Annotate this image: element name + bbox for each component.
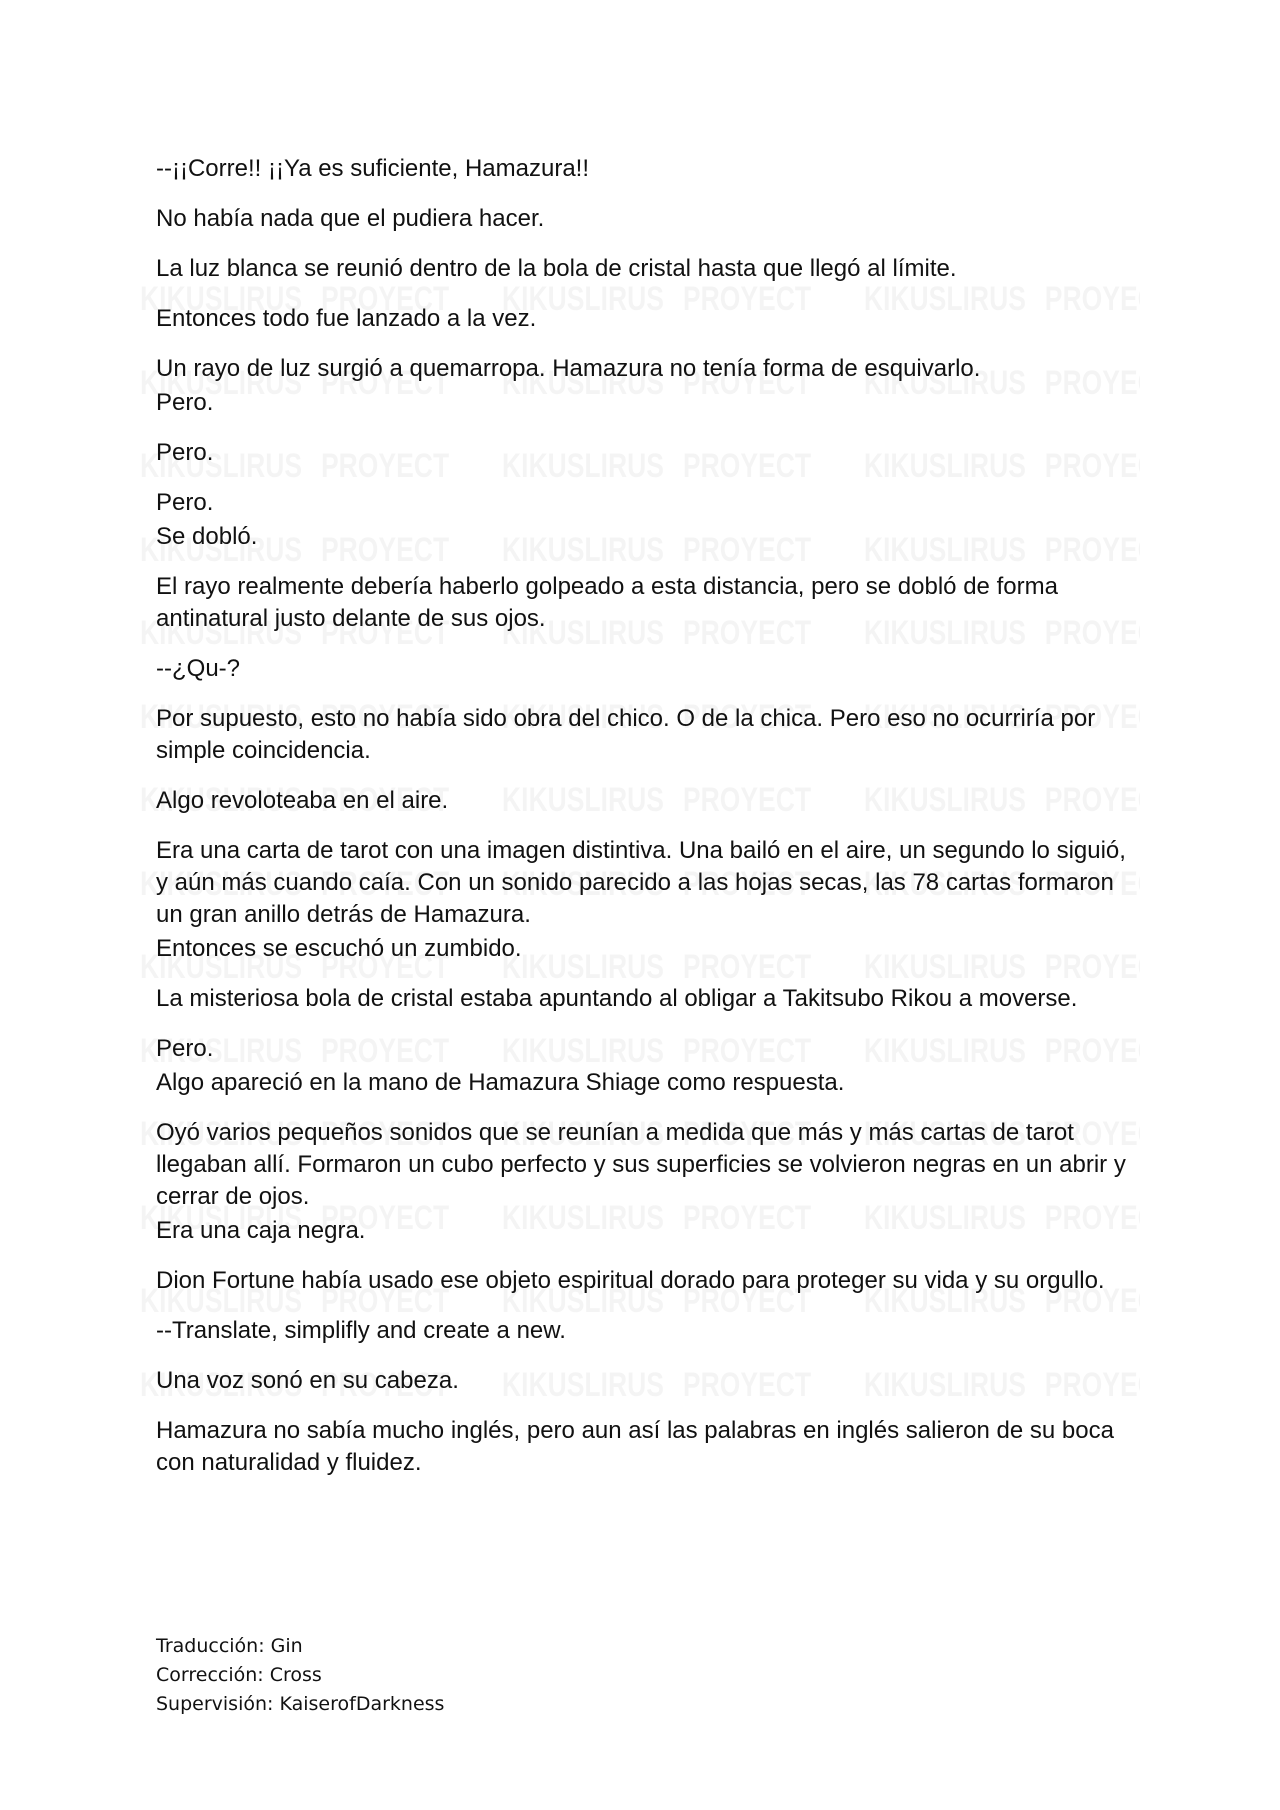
paragraph: Una voz sonó en su cabeza. — [156, 1367, 459, 1394]
paragraph: Pero. — [156, 389, 214, 416]
dialogue-line: --¡¡Corre!! ¡¡Ya es suficiente, Hamazura!! — [156, 155, 589, 182]
paragraph: Un rayo de luz surgió a quemarropa. Hamazura no tenía forma de esquivarlo. — [156, 355, 981, 382]
credit-correction: Corrección: Cross — [156, 1664, 322, 1686]
paragraph: Se dobló. — [156, 523, 258, 550]
paragraph: Pero. — [156, 439, 214, 466]
credit-supervision: Supervisión: KaiserofDarkness — [156, 1693, 445, 1715]
paragraph: Entonces se escuchó un zumbido. — [156, 935, 522, 962]
paragraph: Algo apareció en la mano de Hamazura Shiage como respuesta. — [156, 1069, 845, 1096]
dialogue-line: --¿Qu-? — [156, 655, 240, 682]
paragraph: Pero. — [156, 1035, 214, 1062]
paragraph: Algo revoloteaba en el aire. — [156, 787, 449, 814]
credit-translation: Traducción: Gin — [156, 1635, 303, 1657]
paragraph: El rayo realmente debería haberlo golpeado a esta distancia, pero se dobló de forma antinatural justo delante de sus ojos. — [156, 573, 1058, 632]
paragraph: La luz blanca se reunió dentro de la bola de cristal hasta que llegó al límite. — [156, 255, 957, 282]
dialogue-line: --Translate, simplifly and create a new. — [156, 1317, 566, 1344]
paragraph: Por supuesto, esto no había sido obra del chico. O de la chica. Pero eso no ocurriría por simple coincidencia. — [156, 705, 1096, 764]
paragraph: Pero. — [156, 489, 214, 516]
paragraph: Era una carta de tarot con una imagen distintiva. Una bailó en el aire, un segundo lo siguió, y aún más cuando caía. Con un sonido parecido a las hojas secas, las 78 cartas formaron un gran anillo detrás de Hamazura. — [156, 837, 1126, 928]
paragraph: Oyó varios pequeños sonidos que se reunían a medida que más y más cartas de tarot llegaban allí. Formaron un cubo perfecto y sus superficies se volvieron negras en un abrir y cerrar de ojos. — [156, 1119, 1126, 1210]
paragraph: No había nada que el pudiera hacer. — [156, 205, 545, 232]
paragraph: Era una caja negra. — [156, 1217, 366, 1244]
paragraph: Entonces todo fue lanzado a la vez. — [156, 305, 537, 332]
credits — [156, 1632, 444, 1719]
paragraph: La misteriosa bola de cristal estaba apuntando al obligar a Takitsubo Rikou a moverse. — [156, 985, 1078, 1012]
paragraph: Dion Fortune había usado ese objeto espiritual dorado para proteger su vida y su orgullo. — [156, 1267, 1105, 1294]
paragraph: Hamazura no sabía mucho inglés, pero aun así las palabras en inglés salieron de su boca con naturalidad y fluidez. — [156, 1417, 1114, 1476]
body-text — [156, 153, 1141, 1497]
